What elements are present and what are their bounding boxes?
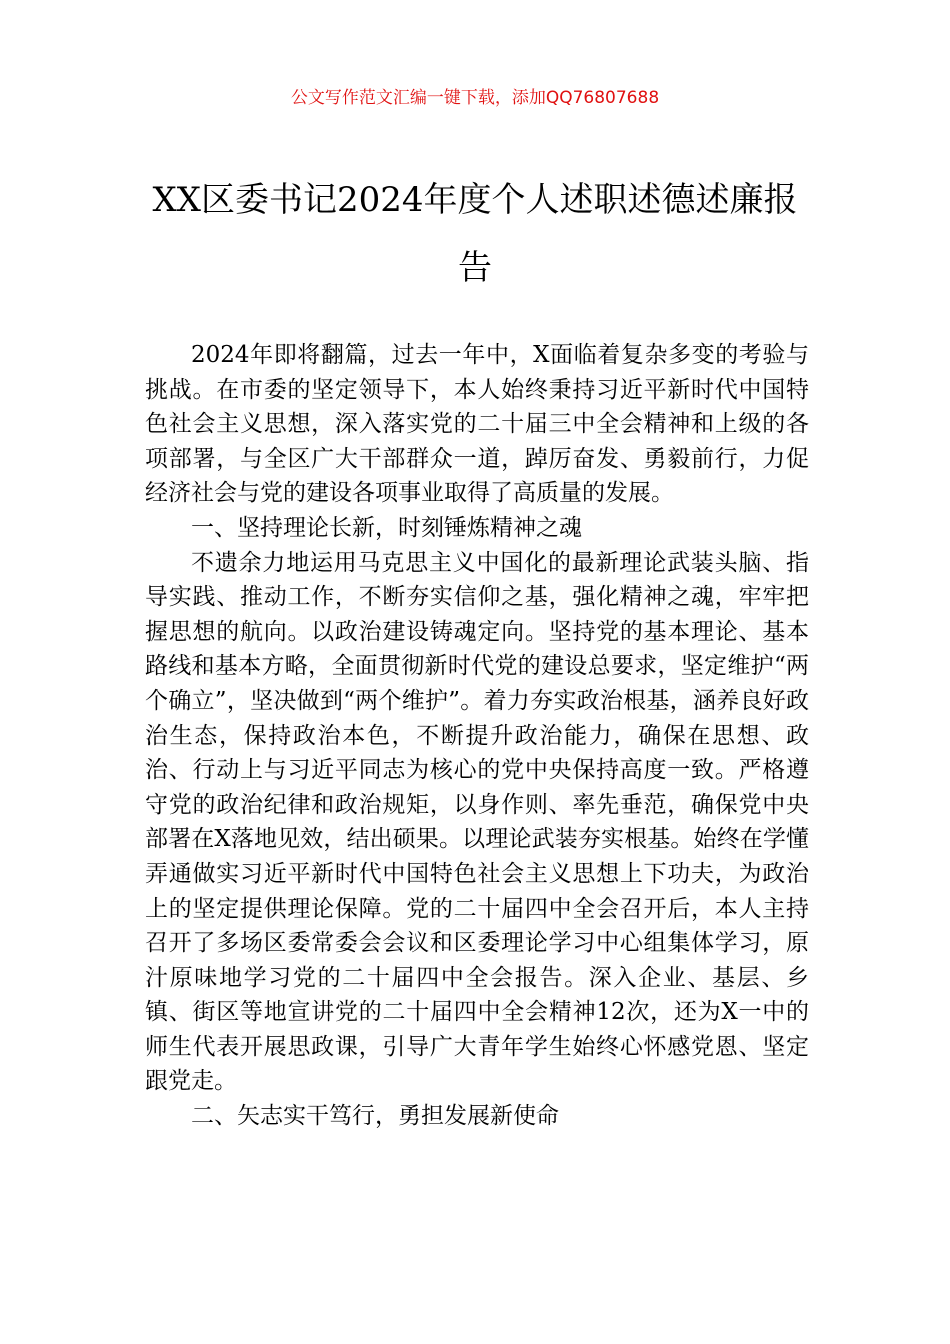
intro-paragraph: 2024年即将翻篇，过去一年中，X面临着复杂多变的考验与挑战。在市委的坚定领导下，本人始终秉持习近平新时代中国特色社会主义思想，深入落实党的二十届三中全会精神和上级的各项部署，与全区广大干部群众一道，踔厉奋发、勇毅前行，力促经济社会与党的建设各项事业取得了高质量的发展。 [145,342,809,507]
section-heading-2: 二、矢志实干笃行，勇担发展新使命 [191,1103,559,1130]
section-1-paragraph: 不遗余力地运用马克思主义中国化的最新理论武装头脑、指导实践、推动工作，不断夯实信仰之基，强化精神之魂，牢牢把握思想的航向。以政治建设铸魂定向。坚持党的基本理论、基本路线和基本方略，全面贯彻新时代党的建设总要求，坚定维护“两个确立”，坚决做到“两个维护”。着力夯实政治根基，涵养良好政治生态，保持政治本色，不断提升政治能力，确保在思想、政治、行动上与习近平同志为核心的党中央保持高度一致。严格遵守党的政治纪律和政治规矩，以身作则、率先垂范，确保党中央部署在X落地见效，结出硕果。以理论武装夯实根基。始终在学懂弄通做实习近平新时代中国特色社会主义思想上下功夫，为政治上的坚定提供理论保障。党的二十届四中全会召开后，本人主持召开了多场区委常委会会议和区委理论学习中心组集体学习，原汁原味地学习党的二十届四中全会报告。深入企业、基层、乡镇、街区等地宣讲党的二十届四中全会精神12次，还为X一中的师生代表开展思政课，引导广大青年学生始终心怀感党恩、坚定跟党走。 [145,549,809,1095]
section-heading-1: 一、坚持理论长新，时刻锤炼精神之魂 [191,514,582,541]
header-note: 公文写作范文汇编一键下载，添加QQ76807688 [290,88,660,108]
document-title: XX区委书记2024年度个人述职述德述廉报告 [152,180,798,288]
document-body [145,338,809,1134]
